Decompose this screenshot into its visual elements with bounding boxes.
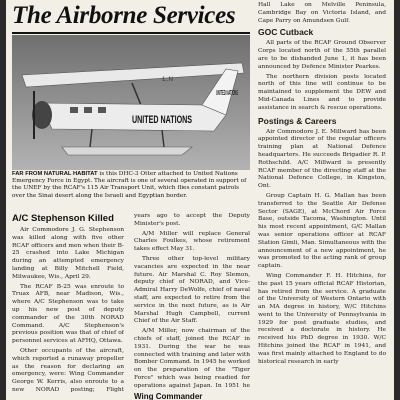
right-column [258,2,386,396]
paragraph: Air Commodore J. E. Millward has been appointed director of the regular officers training plan at National Defence headquarters. He succeeds Brigadier R. P. Rothschild. A/C Millward is presently RCAF member of the directing staff at the National Defence College, in Kingston, Ont. [258,128,386,190]
aircraft-illustration [12,35,250,170]
paragraph: The northern division posts located north of this line will continue to be maintained to supplement the DEW and Mid-Canada Lines and to provide assistance in search & rescue operations. [258,73,386,111]
otter-aircraft-photo [12,35,250,170]
fuselage-text: UNITED NATIONS [132,114,192,126]
paragraph: years ago to accept the Deputy Minister's post. [134,213,250,227]
article-heading-stephenson: A/C Stephenson Killed [12,213,114,224]
registration-text: 1..N [162,77,174,83]
goc-heading: GOC Cutback [258,27,314,38]
paragraph: A/M Miller, now chairman of the chiefs of staff, joined the RCAF in 1931. During the war he was connected with training and later with Bomber Command. In 1945 he worked on the preparation of the "Tiger Force" which was being readied for operations against Japan. In 1951 he [134,328,250,389]
photo-caption [12,171,250,200]
caption-lead: FAR FROM NATURAL HABITAT [12,171,98,177]
paragraph: Wing Commander F. H. Hitchins, for the past 15 years official RCAF Historian, has retired from the service. A graduate of the University of Western Ontario with an MA degree in history, W/C Hitchins went to the University of Pennsylvania in 1929 for post graduate studies, and received a doctorate in history. He received his PhD degree in 1930. W/C Hitchins joined the RCAF in 1941, and was first mainly attached to England to do historical research in early [258,272,386,365]
paragraph: Group Captain H. G. Mallan has been transferred to the Seattle Air Defense Sector (SAGE), at McChord Air Force Base, outside Tacoma, Washington. Until his most recent appointment, G/C Mallan was senior operations officer at RCAF Station Gimli, Man. Simultaneous with the announcement of a new appointment, he was promoted to the acting rank of group captain. [258,192,386,270]
paragraph: The RCAF B-25 was enroute to Truax AFB, near Madison, Wis., where A/C Stephenson was to take up his new post of deputy commander of the 30th NORAD Command. A/C Stephenson's previous position was that of chief of personnel services at AFHQ, Ottawa. [12,283,124,345]
paragraph: All parts of the RCAF Ground Observer Corps located north of the 55th parallel are to be disbanded June 1, it has been announced by Defence Minister Pearkes. [258,40,386,70]
paragraph: Hall Lake on Melville Peninsula, Cambridge Bay on Victoria Island, and Cape Parry on Amundsen Gulf. [258,2,386,24]
postings-heading: Postings & Careers [258,115,337,126]
caption-text: is this DHC-3 Otter attached to United Nations Emergency Force in Egypt. The aircraft is one of several operated in support of the UNEF by the RCAF's 115 Air Transport Unit, which flies constant patrols over the Sinai desert along the Israeli and Egyptian border. [12,171,247,199]
masthead-title: The Airborne Services [12,2,236,29]
masthead-rule [12,32,250,34]
paragraph: Other occupants of the aircraft, which reported a runaway propeller as the reason for declaring an emergency, were: Wing Commander George W. Kerris, also enroute to a new NORAD posting; Flight [12,347,124,393]
article-column-2 [134,213,250,389]
bottom-heading: Wing Commander [134,392,203,400]
magazine-page [6,0,394,400]
article-column-1 [12,227,124,395]
tail-text: UNITED NATIONS [216,90,239,97]
paragraph: A/M Miller will replace General Charles Foulkes, whose retirement takes effect May 31. [134,230,250,253]
paragraph: Air Commodore J. G. Stephenson was killed along with five other RCAF officers and men when their B-25 crashed into Lake Michigan during an attempted emergency landing at Billy Mitchell Field, Milwaukee, Wis., April 29. [12,227,124,280]
paragraph: Three other top-level military vacancies are expected in the near future. Air Marshal C. Roy Slemon, deputy chief of NORAD, and Vice-Admiral Harry DeWolfe, chief of naval staff, are expected to retire from the service in the next future, as is Air Marshal Hugh Campbell, current Chief of the Air Staff. [134,255,250,325]
